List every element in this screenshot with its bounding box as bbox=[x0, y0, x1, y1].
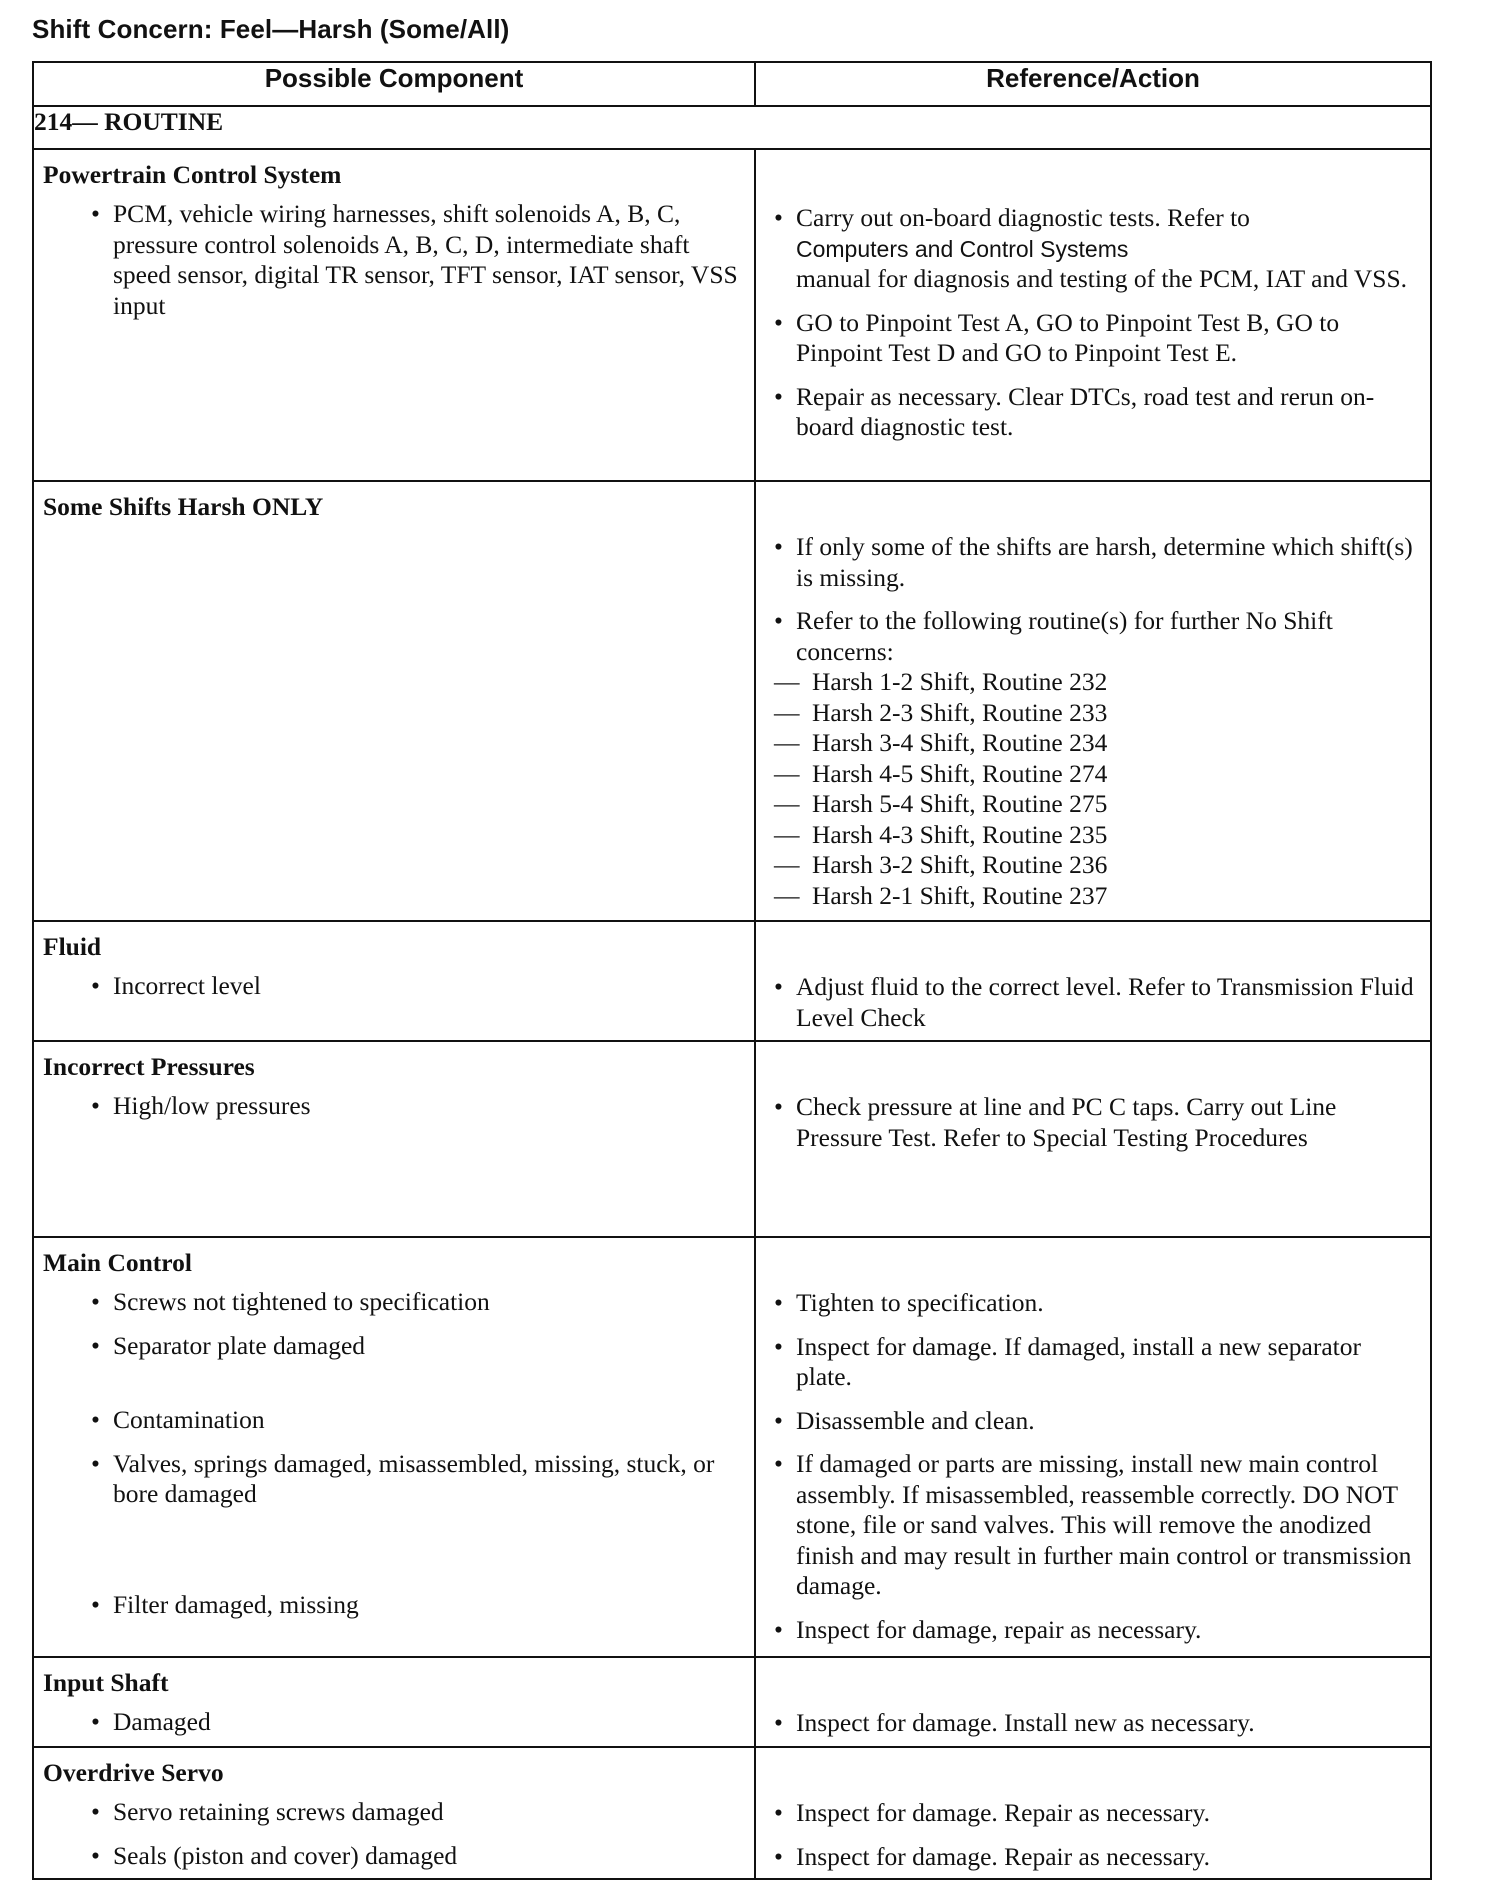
routine-ref: — Harsh 3-2 Shift, Routine 236 bbox=[770, 850, 1416, 881]
action-text: Carry out on-board diagnostic tests. Refer to bbox=[796, 203, 1250, 232]
component-item: • Servo retaining screws damaged bbox=[43, 1797, 744, 1828]
action-item: • Inspect for damage. Install new as necessary. bbox=[770, 1708, 1416, 1739]
action-item: • Inspect for damage. Repair as necessary. bbox=[770, 1798, 1416, 1829]
section-title: Main Control bbox=[43, 1248, 192, 1277]
routine-ref: — Harsh 5-4 Shift, Routine 275 bbox=[770, 789, 1416, 820]
action-item: • Inspect for damage. If damaged, install a new separator plate. bbox=[770, 1332, 1416, 1393]
component-item: • High/low pressures bbox=[43, 1091, 744, 1122]
action-cell bbox=[755, 1747, 1431, 1879]
diagnostic-table bbox=[32, 61, 1432, 1880]
action-item: • Check pressure at line and PC C taps. Carry out Line Pressure Test. Refer to Special Testing Procedures bbox=[770, 1092, 1416, 1153]
page-title: Shift Concern: Feel—Harsh (Some/All) bbox=[32, 14, 510, 44]
component-cell bbox=[33, 1657, 755, 1747]
component-item: • PCM, vehicle wiring harnesses, shift solenoids A, B, C, pressure control solenoids A, B, C, D, intermediate shaft speed sensor, digital TR sensor, TFT sensor, IAT sensor, VSS input bbox=[43, 199, 744, 321]
routine-row bbox=[33, 106, 1431, 149]
section-title: Overdrive Servo bbox=[43, 1758, 224, 1787]
routine-ref: — Harsh 4-3 Shift, Routine 235 bbox=[770, 820, 1416, 851]
action-item: • If damaged or parts are missing, install new main control assembly. If misassembled, reassemble correctly. DO NOT stone, file or sand valves. This will remove the anodized finish and may result in further main control or transmission damage. bbox=[770, 1449, 1416, 1602]
component-item: • Valves, springs damaged, misassembled, missing, stuck, or bore damaged bbox=[43, 1449, 744, 1510]
component-item: • Separator plate damaged bbox=[43, 1331, 744, 1362]
component-cell bbox=[33, 149, 755, 481]
component-cell bbox=[33, 921, 755, 1041]
routine-ref: — Harsh 1-2 Shift, Routine 232 bbox=[770, 667, 1416, 698]
action-text: manual for diagnosis and testing of the PCM, IAT and VSS. bbox=[796, 264, 1408, 293]
component-item: • Contamination bbox=[43, 1405, 744, 1436]
action-item: • Inspect for damage, repair as necessary. bbox=[770, 1615, 1416, 1646]
action-item: • Disassemble and clean. bbox=[770, 1406, 1416, 1437]
component-cell bbox=[33, 1747, 755, 1879]
section-title: Fluid bbox=[43, 932, 102, 961]
manual-reference: Computers and Control Systems bbox=[796, 235, 1129, 262]
action-item: • Tighten to specification. bbox=[770, 1288, 1416, 1319]
component-item: • Filter damaged, missing bbox=[43, 1590, 744, 1621]
header-row bbox=[33, 62, 1431, 106]
component-item: • Damaged bbox=[43, 1707, 744, 1738]
section-title: Incorrect Pressures bbox=[43, 1052, 255, 1081]
action-item: • Refer to the following routine(s) for further No Shift concerns: bbox=[770, 606, 1416, 667]
component-cell bbox=[33, 1041, 755, 1237]
table-row bbox=[33, 1657, 1431, 1747]
action-item: • GO to Pinpoint Test A, GO to Pinpoint Test B, GO to Pinpoint Test D and GO to Pinpoint Test E. bbox=[770, 308, 1416, 369]
action-item bbox=[770, 203, 1416, 295]
table-row bbox=[33, 1747, 1431, 1879]
action-cell bbox=[755, 481, 1431, 921]
routine-label: 214— ROUTINE bbox=[33, 106, 1431, 149]
table-row bbox=[33, 481, 1431, 921]
action-item: • Adjust fluid to the correct level. Refer to Transmission Fluid Level Check bbox=[770, 972, 1416, 1033]
component-item: • Seals (piston and cover) damaged bbox=[43, 1841, 744, 1872]
routine-ref: — Harsh 4-5 Shift, Routine 274 bbox=[770, 759, 1416, 790]
section-title: Powertrain Control System bbox=[43, 160, 342, 189]
column-header-action: Reference/Action bbox=[755, 62, 1431, 106]
action-cell bbox=[755, 921, 1431, 1041]
action-item: • Repair as necessary. Clear DTCs, road test and rerun on-board diagnostic test. bbox=[770, 382, 1416, 443]
component-cell bbox=[33, 481, 755, 921]
section-title: Input Shaft bbox=[43, 1668, 169, 1697]
routine-ref: — Harsh 2-1 Shift, Routine 237 bbox=[770, 881, 1416, 912]
routine-ref: — Harsh 3-4 Shift, Routine 234 bbox=[770, 728, 1416, 759]
action-cell bbox=[755, 1657, 1431, 1747]
component-item: • Screws not tightened to specification bbox=[43, 1287, 744, 1318]
action-item: • Inspect for damage. Repair as necessary. bbox=[770, 1842, 1416, 1873]
column-header-component: Possible Component bbox=[33, 62, 755, 106]
component-item: • Incorrect level bbox=[43, 971, 744, 1002]
routine-ref: — Harsh 2-3 Shift, Routine 233 bbox=[770, 698, 1416, 729]
section-title: Some Shifts Harsh ONLY bbox=[43, 492, 324, 521]
table-row bbox=[33, 1237, 1431, 1657]
action-cell bbox=[755, 1041, 1431, 1237]
action-cell bbox=[755, 1237, 1431, 1657]
table-row bbox=[33, 1041, 1431, 1237]
action-cell bbox=[755, 149, 1431, 481]
table-row bbox=[33, 149, 1431, 481]
action-item: • If only some of the shifts are harsh, determine which shift(s) is missing. bbox=[770, 532, 1416, 593]
component-cell bbox=[33, 1237, 755, 1657]
table-row bbox=[33, 921, 1431, 1041]
